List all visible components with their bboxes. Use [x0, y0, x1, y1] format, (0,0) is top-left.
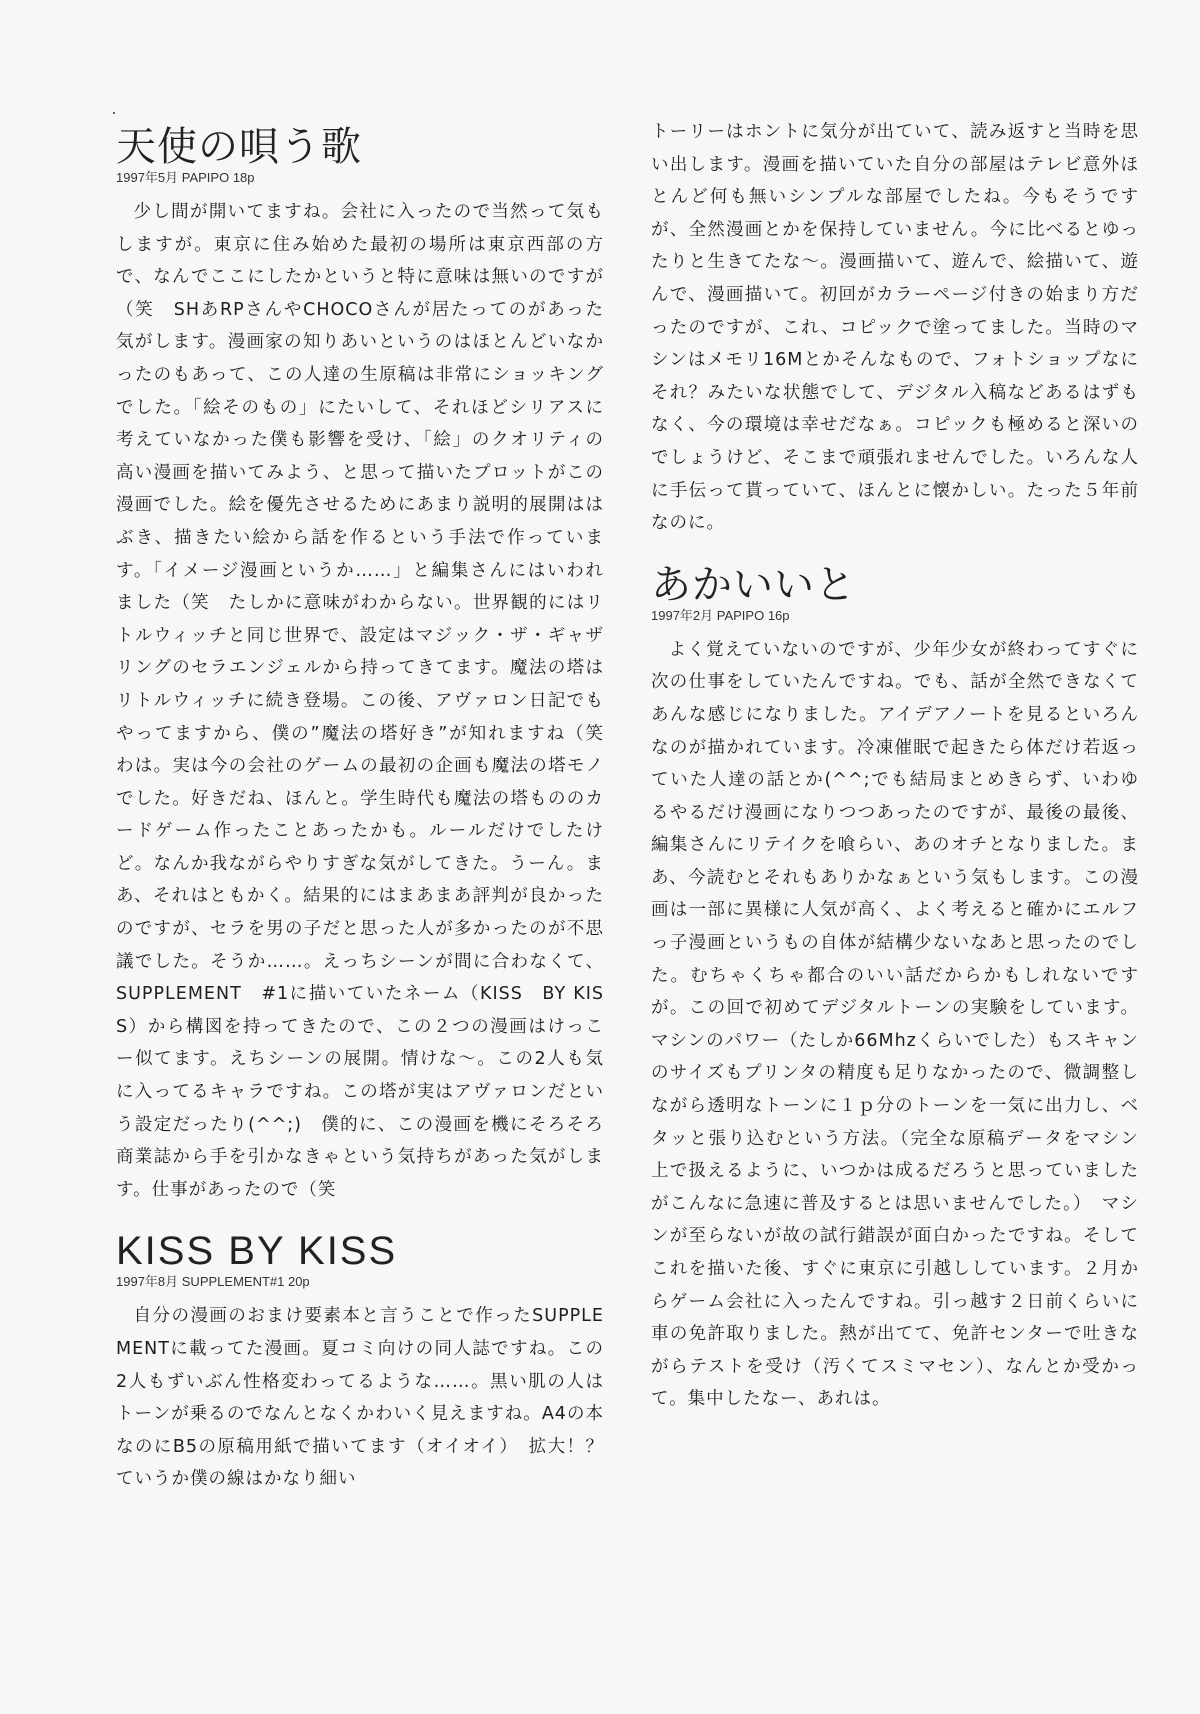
left-column	[116, 0, 623, 1496]
section-title-akaiito: あかいいと	[651, 561, 856, 608]
section-body-akaiito: よく覚えていないのですが、少年少女が終わってすぐに次の仕事をしていたんですね。でも、話が全然できなくてあんな感じになりました。アイデアノートを見るといろんなのが描かれています。冷凍催眠で起きたら体だけ若返っていた人達の話とか(^^;でも結局まとめきらず、いわゆるやるだけ漫画になりつつあったのですが、最後の最後、編集さんにリテイクを喰らい、あのオチとなりました。まあ、今読むとそれもありかなぁという気もします。この漫画は一部に異様に人気が高く、よく考えると確かにエルフっ子漫画というもの自体が結構少ないなあと思ったのでした。むちゃくちゃ都合のいい話だからかもしれないですが。この回で初めてデジタルトーンの実験をしています。マシンのパワー（たしか66Mhzくらいでした）もスキャンのサイズもプリンタの精度も足りなかったので、微調整しながら透明なトーンに１ｐ分のトーンを一気に出力し、ベタッと張り込むという方法。（完全な原稿データをマシン上で扱えるように、いつかは成るだろうと思っていましたがこんなに急速に普及するとは思いませんでした。） マシンが至らないが故の試行錯誤が面白かったですね。そしてこれを描いた後、すぐに東京に引越ししています。２月からゲーム会社に入ったんですね。引っ越す２日前くらいに車の免許取りました。熱が出てて、免許センターで吐きながらテストを受け（汚くてスミマセン）、なんとか受かって。集中したなー、あれは。	[651, 639, 1139, 1410]
page-mark	[113, 112, 115, 114]
section-body-kiss-by-kiss: 自分の漫画のおまけ要素本と言うことで作ったSUPPLEMENTに載ってた漫画。夏コミ向けの同人誌ですね。この2人もずいぶん性格変わってるような……。黒い肌の人はトーンが乗るのでなんとなくかわいく見えますね。A4の本なのにB5の原稿用紙で描いてます（オイオイ） 拡大！？ていうか僕の線はかなり細い	[116, 1306, 604, 1490]
section-meta-tenshi: 1997年5月 PAPIPO 18p	[116, 170, 255, 185]
section-meta-akaiito: 1997年2月 PAPIPO 16p	[651, 607, 790, 623]
section-title-kiss-by-kiss: KISS BY KISS	[116, 1229, 398, 1274]
right-column	[651, 0, 1139, 1416]
section-title-tenshi: 天使の唄う歌	[116, 124, 362, 170]
continued-body-text: トーリーはホントに気分が出ていて、読み返すと当時を思い出します。漫画を描いていた自分の部屋はテレビ意外ほとんど何も無いシンプルな部屋でしたね。今もそうですが、全然漫画とかを保持していません。今に比べるとゆったりと生きてたな～。漫画描いて、遊んで、絵描いて、遊んで、漫画描いて。初回がカラーページ付きの始まり方だったのですが、これ、コピックで塗ってました。当時のマシンはメモリ16Mとかそんなもので、フォトショップなにそれ？みたいな状態でして、デジタル入稿などあるはずもなく、今の環境は幸せだなぁ。コピックも極めると深いのでしょうけど、そこまで頑張れませんでした。いろんな人に手伝って貰っていて、ほんとに懐かしい。たった５年前なのに。	[651, 122, 1139, 534]
section-meta-kiss-by-kiss: 1997年8月 SUPPLEMENT#1 20p	[116, 1274, 310, 1290]
section-body-tenshi: 少し間が開いてますね。会社に入ったので当然って気もしますが。東京に住み始めた最初の場所は東京西部の方で、なんでここにしたかというと特に意味は無いのですが（笑 SHあRPさんやCHOCOさんが居たってのがあった気がします。漫画家の知りあいというのはほとんどいなかったのもあって、この人達の生原稿は非常にショッキングでした。「絵そのもの」にたいして、それほどシリアスに考えていなかった僕も影響を受け、「絵」のクオリティの高い漫画を描いてみよう、と思って描いたプロットがこの漫画でした。絵を優先させるためにあまり説明的展開ははぶき、描きたい絵から話を作るという手法で作っています。「イメージ漫画というか……」と編集さんにはいわれました（笑 たしかに意味がわからない。世界観的にはリトルウィッチと同じ世界で、設定はマジック・ザ・ギャザリングのセラエンジェルから持ってきてます。魔法の塔はリトルウィッチに続き登場。この後、アヴァロン日記でもやってますから、僕の”魔法の塔好き”が知れますね（笑 わは。実は今の会社のゲームの最初の企画も魔法の塔モノでした。好きだね、ほんと。学生時代も魔法の塔もののカードゲーム作ったことあったかも。ルールだけでしたけど。なんか我ながらやりすぎな気がしてきた。うーん。まあ、それはともかく。結果的にはまあまあ評判が良かったのですが、セラを男の子だと思った人が多かったのが不思議でした。そうか……。えっちシーンが間に合わなくて、SUPPLEMENT #1に描いていたネーム（KISS BY KISS）から構図を持ってきたので、この２つの漫画はけっこー似てます。えちシーンの展開。情けな～。この2人も気に入ってるキャラですね。この塔が実はアヴァロンだという設定だったり(^^;) 僕的に、この漫画を機にそろそろ商業誌から手を引かなきゃという気持ちがあった気がします。仕事があったので（笑	[116, 202, 623, 1200]
